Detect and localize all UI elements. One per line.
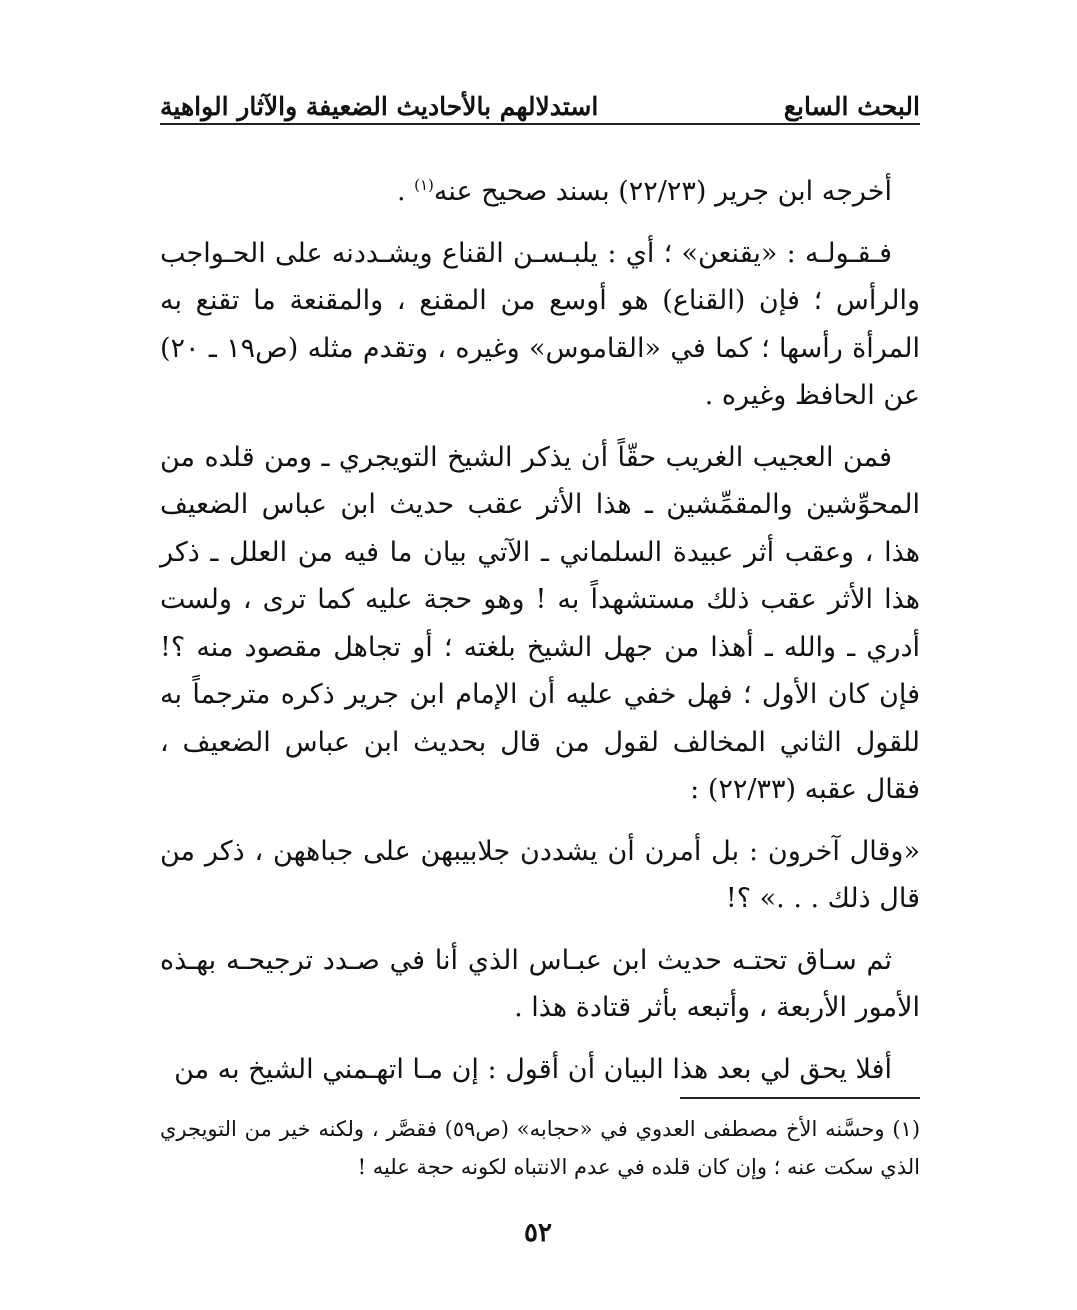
paragraph-1-text: أخرجه ابن جرير (٢٢/٢٣) بسند صحيح عنه (433, 176, 892, 207)
chapter-title: البحث السابع (783, 92, 920, 121)
running-header (160, 80, 920, 124)
paragraph-5: ثم سـاق تحتـه حديث ابن عبـاس الذي أنا في صـدد ترجيحـه بهـذه الأمور الأربعة ، وأتبعه بأثر قتادة هذا . (160, 944, 920, 1023)
page-number: ٥٢ (524, 1218, 552, 1248)
paragraph-6: أفلا يحق لي بعد هذا البيان أن أقول : إن مـا اتهـمني الشيخ به من (174, 1053, 892, 1085)
paragraph-3: فمن العجيب الغريب حقّاً أن يذكر الشيخ التويجري ـ ومن قلده من المحوِّشين والمقمِّشين ـ هذا الأثر عقب حديث ابن عباس الضعيف هذا ، وعقب أثر عبيدة السلماني ـ الآتي بيان ما فيه من العلل ـ ذكر هذا الأثر عقب ذلك مستشهداً به ! وهو حجة عليه كما ترى ، ولست أدري ـ والله ـ أهذا من جهل الشيخ بلغته ؛ أو تجاهل مقصود منه ؟! فإن كان الأول ؛ فهل خفي عليه أن الإمام ابن جرير ذكره مترجماً به للقول الثاني المخالف لقول من قال بحديث ابن عباس الضعيف ، فقال عقبه (٢٢/٣٣) : (160, 441, 920, 805)
footnote: (١) وحسَّنه الأخ مصطفى العدوي في «حجابه» (ص٥٩) فقصَّر ، ولكنه خير من التويجري الذي سكت عنه ؛ وإن كان قلده في عدم الانتباه لكونه حجة عليه ! (160, 1117, 921, 1179)
footnote-ref: (١) (414, 176, 434, 194)
section-title: استدلالهم بالأحاديث الضعيفة والآثار الواهية (160, 92, 599, 121)
paragraph-1-end: . (396, 176, 415, 207)
paragraph-4-quote: «وقال آخرون : بل أمرن أن يشددن جلابيبهن على جباههن ، ذكر من قال ذلك . . .» ؟! (160, 835, 920, 914)
header-rule (160, 123, 920, 125)
paragraph-1 (160, 168, 920, 216)
paragraph-2: فـقـولـه : «يقنعن» ؛ أي : يلبـسـن القناع ويشـددنه على الحـواجب والرأس ؛ فإن (القناع) هو أوسع من المقنع ، والمقنعة ما تقنع به المرأة رأسها ؛ كما في «القاموس» وغيره ، وتقدم مثله (ص١٩ ـ ٢٠) عن الحافظ وغيره . (160, 237, 920, 411)
footnote-rule (680, 1097, 920, 1099)
main-text (160, 168, 920, 1107)
